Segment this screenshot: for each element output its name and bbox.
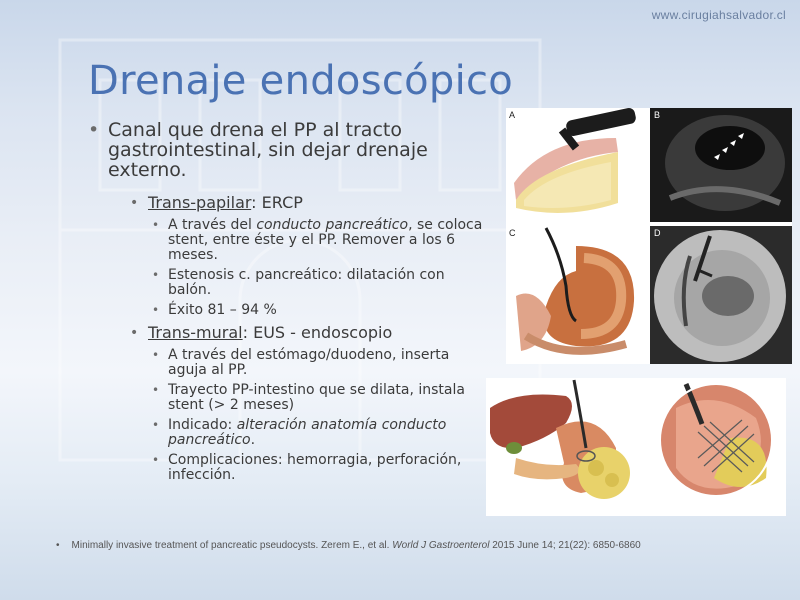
figure-stent-anatomy [486, 378, 786, 516]
list-item-post: . [250, 432, 256, 448]
list-item [150, 383, 488, 413]
bullet-sections [128, 194, 488, 483]
list-item-pre: Indicado: [168, 417, 237, 433]
panel-b-drawing [650, 108, 792, 222]
list-item-pre: Complicaciones: hemorragia, perforación, infección. [168, 452, 462, 483]
reference-details: 2015 June 14; 21(22): 6850-6860 [489, 540, 641, 551]
section-bullet-1 [128, 324, 488, 342]
section-items [150, 218, 488, 318]
section-items [150, 348, 488, 483]
reference-citation [56, 540, 641, 551]
list-item-em: conducto pancreático [256, 217, 409, 233]
list-item-pre: Éxito 81 – 94 % [168, 302, 277, 318]
list-item [150, 218, 488, 263]
section-bullet-0 [128, 194, 488, 212]
panel-a-label: A [509, 110, 516, 120]
stent-anatomy-drawing [486, 378, 786, 516]
panel-c-illustration [506, 226, 646, 364]
panel-c-drawing [506, 226, 646, 364]
list-item-post: , se coloca stent, entre éste y el PP. Remover a los 6 meses. [168, 217, 483, 263]
figure-endoscopic-panels [506, 108, 792, 364]
list-item-pre: Estenosis c. pancreático: dilatación con balón. [168, 267, 445, 298]
reference-text: Minimally invasive treatment of pancreatic pseudocysts. Zerem E., et al. [71, 540, 393, 551]
list-item [150, 453, 488, 483]
section-suffix: : ERCP [251, 193, 303, 212]
list-item-pre: A través del estómago/duodeno, inserta aguja al PP. [168, 347, 450, 378]
slide-title: Drenaje endoscópico [88, 58, 514, 104]
list-item [150, 418, 488, 448]
panel-b-label: B [654, 110, 661, 120]
list-item-pre: Trayecto PP-intestino que se dilata, instala stent (> 2 meses) [168, 382, 465, 413]
list-item [150, 303, 488, 318]
panel-a-illustration [506, 108, 646, 222]
panel-d-label: D [654, 228, 661, 238]
list-item [150, 348, 488, 378]
list-item [150, 268, 488, 298]
panel-d-drawing [650, 226, 792, 364]
section-suffix: : EUS - endoscopio [242, 323, 393, 342]
main-bullet: • Canal que drena el PP al tracto gastrointestinal, sin dejar drenaje externo. [88, 120, 488, 180]
section-label: Trans-papilar [148, 193, 252, 212]
list-item-em: alteración anatomía conducto pancreático [168, 417, 447, 448]
list-item-pre: A través del [168, 217, 257, 233]
section-label: Trans-mural [148, 323, 243, 342]
panel-c-label: C [509, 228, 516, 238]
site-url: www.cirugiahsalvador.cl [651, 8, 786, 22]
reference-journal: World J Gastroenterol [392, 540, 490, 551]
panel-d-fluoroscopy [650, 226, 792, 364]
slide-content [88, 120, 488, 488]
panel-a-drawing [506, 108, 646, 222]
panel-b-ultrasound [650, 108, 792, 222]
